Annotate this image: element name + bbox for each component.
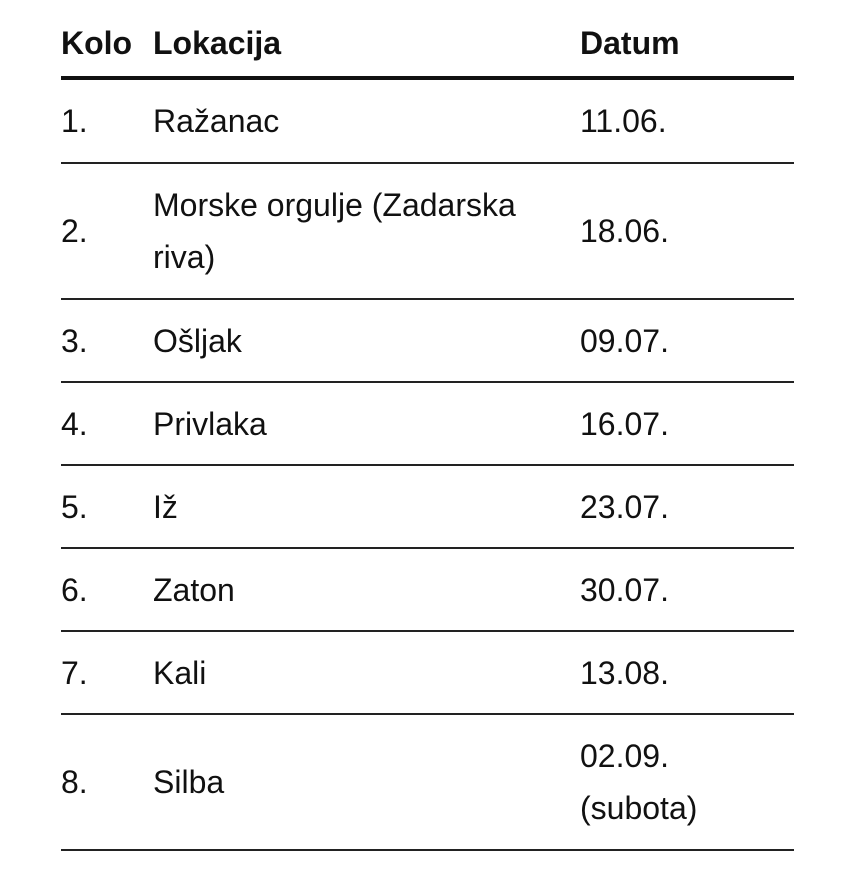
cell-kolo: 1. [61, 78, 153, 163]
table-row [61, 299, 794, 382]
cell-datum: 09.07. [580, 299, 794, 382]
header-datum: Datum [580, 10, 794, 78]
cell-datum: 18.06. [580, 163, 794, 299]
cell-datum: 02.09. (subota) [580, 714, 794, 850]
cell-lokacija: Silba [153, 714, 580, 850]
cell-datum: 11.06. [580, 78, 794, 163]
cell-kolo: 4. [61, 382, 153, 465]
cell-lokacija: Ošljak [153, 299, 580, 382]
header-row [61, 10, 794, 78]
cell-lokacija: Kali [153, 631, 580, 714]
table-header [61, 10, 794, 78]
cell-kolo: 5. [61, 465, 153, 548]
table-row [61, 548, 794, 631]
cell-kolo: 6. [61, 548, 153, 631]
cell-lokacija: Zaton [153, 548, 580, 631]
cell-kolo: 7. [61, 631, 153, 714]
cell-kolo: 3. [61, 299, 153, 382]
cell-datum: 16.07. [580, 382, 794, 465]
table-row [61, 631, 794, 714]
cell-lokacija: Ražanac [153, 78, 580, 163]
cell-lokacija: Morske orgulje (Zadarska riva) [153, 163, 580, 299]
table-row [61, 382, 794, 465]
header-kolo: Kolo [61, 10, 153, 78]
cell-kolo: 8. [61, 714, 153, 850]
cell-kolo: 2. [61, 163, 153, 299]
cell-datum: 23.07. [580, 465, 794, 548]
table-row [61, 163, 794, 299]
cell-lokacija: Iž [153, 465, 580, 548]
table-row [61, 465, 794, 548]
cell-datum: 13.08. [580, 631, 794, 714]
table-row [61, 714, 794, 850]
header-lokacija: Lokacija [153, 10, 580, 78]
schedule-table [61, 10, 794, 851]
table-row [61, 78, 794, 163]
cell-datum: 30.07. [580, 548, 794, 631]
cell-lokacija: Privlaka [153, 382, 580, 465]
table-body [61, 78, 794, 850]
